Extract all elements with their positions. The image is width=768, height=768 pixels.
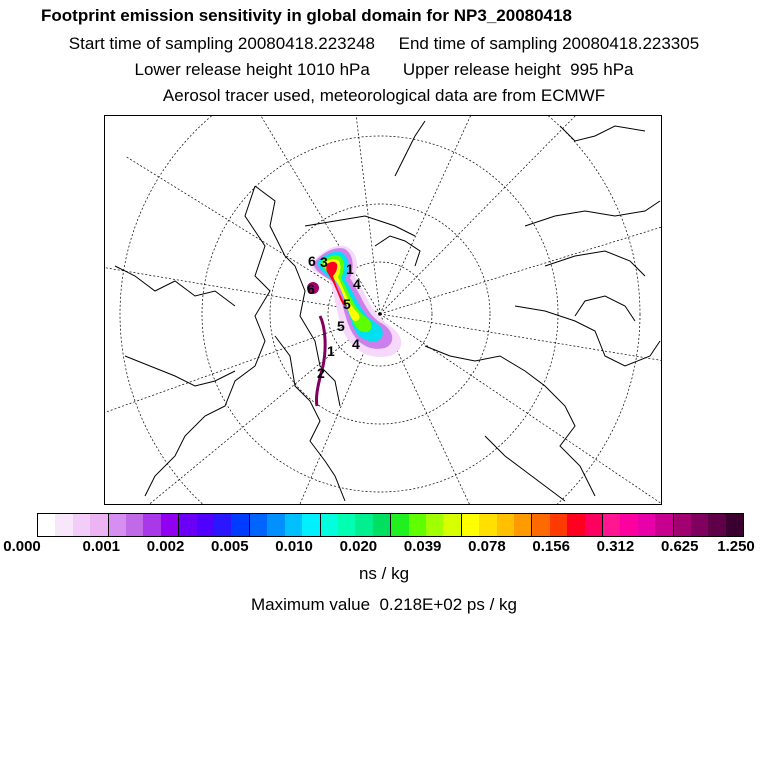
colorbar-segment xyxy=(443,514,461,536)
colorbar-tick-label: 0.000 xyxy=(3,538,41,555)
colorbar-segment xyxy=(197,514,214,536)
plume-age-label: 1 xyxy=(346,261,354,277)
colorbar-segment xyxy=(726,514,743,536)
colorbar-tick-label: 1.250 xyxy=(717,538,755,555)
colorbar-tick-label: 0.020 xyxy=(339,538,378,555)
colorbar-segment xyxy=(73,514,90,536)
colorbar-segment xyxy=(391,514,408,536)
polar-stereographic-map xyxy=(104,115,662,505)
colorbar-tick-label: 0.312 xyxy=(596,538,635,555)
lat-circle-50 xyxy=(120,116,640,505)
plume-age-label: 5 xyxy=(343,296,351,312)
plume-age-label: 1 xyxy=(327,343,335,359)
map-title: Footprint emission sensitivity in global domain for NP3_20080418 xyxy=(41,6,572,25)
colorbar-tick-label: 0.625 xyxy=(660,538,699,555)
colorbar-segment xyxy=(585,514,603,536)
colorbar-segment xyxy=(409,514,426,536)
colorbar-tick-label: 0.039 xyxy=(403,538,442,555)
colorbar-tick-label: 0.005 xyxy=(211,538,249,555)
colorbar-segment xyxy=(302,514,320,536)
plume-age-label: 5 xyxy=(337,318,345,334)
colorbar-segment xyxy=(55,514,72,536)
plume-age-label: 4 xyxy=(352,336,360,352)
colorbar-segment xyxy=(655,514,673,536)
unit-label: ns / kg xyxy=(358,564,410,583)
colorbar-segment xyxy=(532,514,549,536)
colorbar-segment xyxy=(38,514,55,536)
release-height-line: Lower release height 1010 hPa Upper release height 995 hPa xyxy=(134,60,634,79)
colorbar-segment xyxy=(90,514,108,536)
colorbar-tick-label: 0.156 xyxy=(532,538,570,555)
colorbar-segment xyxy=(567,514,584,536)
colorbar-tick-labels xyxy=(0,538,768,558)
colorbar-segment xyxy=(109,514,126,536)
colorbar-segment xyxy=(620,514,637,536)
colorbar xyxy=(37,513,744,537)
tracer-info-line: Aerosol tracer used, meteorological data are from ECMWF xyxy=(162,86,606,105)
colorbar-segment xyxy=(674,514,691,536)
colorbar-tick-label: 0.001 xyxy=(82,538,121,555)
colorbar-segment xyxy=(603,514,620,536)
colorbar-segment xyxy=(638,514,655,536)
colorbar-segment xyxy=(514,514,532,536)
colorbar-segment xyxy=(231,514,249,536)
colorbar-segment xyxy=(550,514,567,536)
plume-age-label: 3 xyxy=(320,254,328,270)
colorbar-segment xyxy=(691,514,708,536)
plume-age-label: 2 xyxy=(317,365,325,381)
colorbar-segment xyxy=(161,514,179,536)
colorbar-segment xyxy=(126,514,143,536)
colorbar-segment xyxy=(462,514,479,536)
colorbar-segment xyxy=(708,514,725,536)
colorbar-segment xyxy=(179,514,196,536)
colorbar-tick-label: 0.010 xyxy=(275,538,313,555)
colorbar-segment xyxy=(338,514,355,536)
colorbar-segment xyxy=(267,514,284,536)
colorbar-segment xyxy=(143,514,160,536)
maximum-value-label: Maximum value 0.218E+02 ps / kg xyxy=(251,595,517,614)
colorbar-tick-label: 0.002 xyxy=(146,538,185,555)
plume-age-label: 6 xyxy=(307,281,315,297)
colorbar-segment xyxy=(321,514,338,536)
colorbar-segment xyxy=(250,514,267,536)
plume-age-label: 6 xyxy=(308,253,316,269)
plume-age-label: 4 xyxy=(353,276,361,292)
colorbar-segment xyxy=(479,514,496,536)
colorbar-segment xyxy=(426,514,443,536)
colorbar-segment xyxy=(497,514,514,536)
colorbar-segment xyxy=(355,514,372,536)
colorbar-tick-label: 0.078 xyxy=(468,538,506,555)
colorbar-segment xyxy=(214,514,231,536)
latitude-circles xyxy=(120,116,640,505)
coastlines xyxy=(115,121,660,501)
colorbar-segment xyxy=(373,514,391,536)
colorbar-segment xyxy=(285,514,302,536)
sampling-time-line: Start time of sampling 20080418.223248 End time of sampling 20080418.223305 xyxy=(68,34,700,53)
